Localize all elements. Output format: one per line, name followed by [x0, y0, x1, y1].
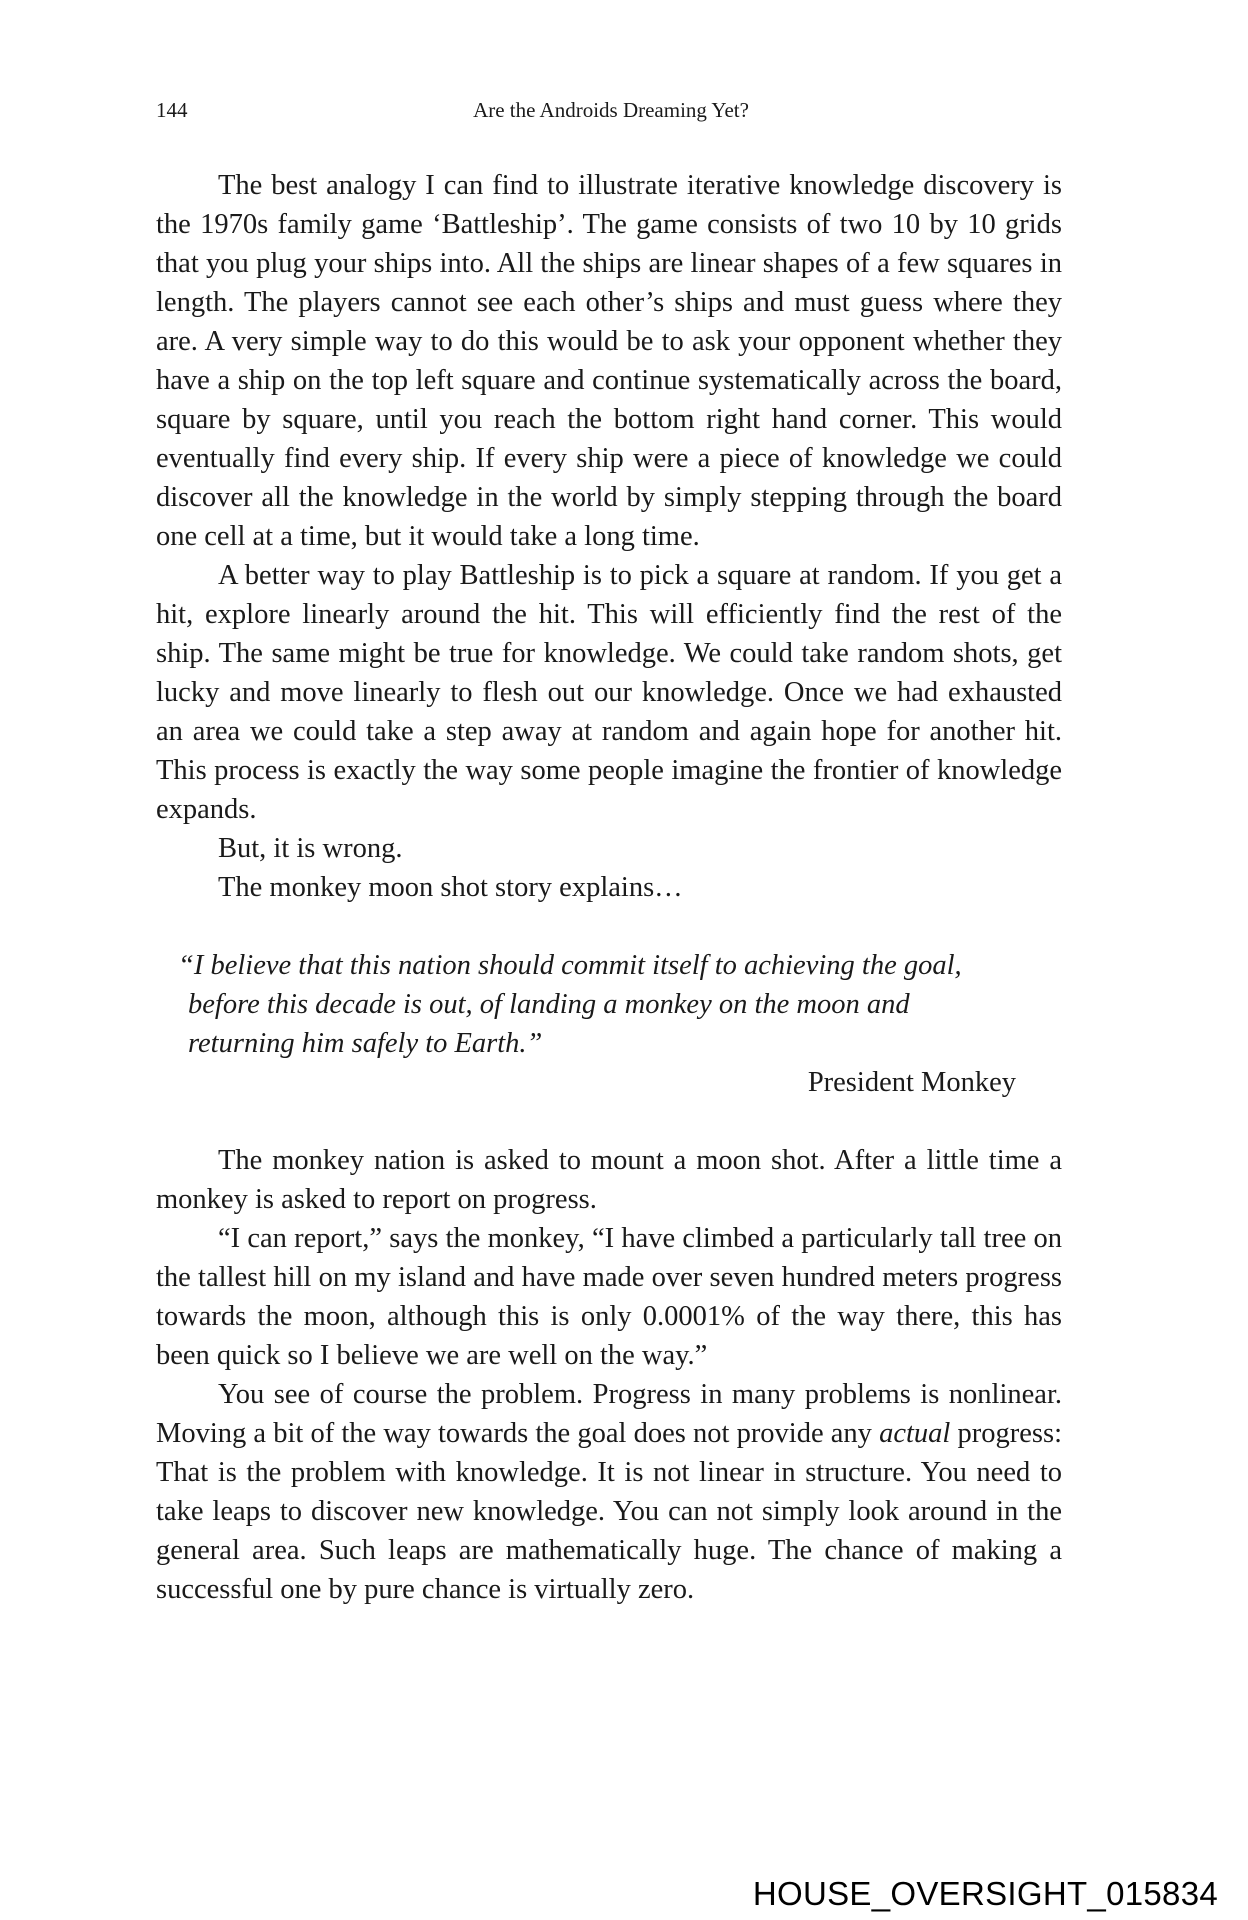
bates-stamp: HOUSE_OVERSIGHT_015834: [752, 1875, 1218, 1912]
paragraph-monkey-nation: The monkey nation is asked to mount a moon shot. After a little time a monkey is asked to report on progress.: [156, 1145, 1062, 1215]
epigraph-line: before this decade is out, of landing a monkey on the moon and: [188, 989, 910, 1020]
running-book-title: Are the Androids Dreaming Yet?: [473, 98, 749, 122]
epigraph-quote-block: [156, 946, 1038, 1063]
paragraph-text: progress: That is the problem with knowledge. It is not linear in structure. You need to take leaps to discover new knowledge. You can not simply look around in the general area. Such leaps are mathematically huge. The chance of making a successful one by pure chance is virtually zero.: [156, 1418, 1063, 1605]
paragraph-better-way: A better way to play Battleship is to pick a square at random. If you get a hit, explore linearly around the hit. This will efficiently find the rest of the ship. The same might be true for knowledge. We could take random shots, get lucky and move linearly to flesh out our knowledge. Once we had exhausted an area we could take a step away at random and again hope for another hit. This process is exactly the way some people imagine the frontier of knowledge expands.: [156, 560, 1062, 825]
section-spacer: [156, 907, 1062, 946]
epigraph-line: “I believe that this nation should commit itself to achieving the goal,: [178, 950, 962, 981]
paragraph-monkey-report: “I can report,” says the monkey, “I have climbed a particularly tall tree on the tallest hill on my island and have made over seven hundred meters progress towards the moon, although this is only 0.0001% of the way there, this has been quick so I believe we are well on the way.”: [156, 1223, 1062, 1371]
running-header: [156, 96, 1062, 124]
section-spacer: [156, 1102, 1062, 1141]
epigraph-line: returning him safely to Earth.”: [188, 1028, 543, 1059]
page-number: 144: [156, 98, 188, 122]
paragraph-text: You see of course the problem. Progress in many problems is nonlinear. Moving a bit of the way towards the goal does not provide any: [156, 1379, 1062, 1449]
paragraph-nonlinear-progress: [156, 1375, 1062, 1609]
paragraph-it-is-wrong: But, it is wrong.: [218, 833, 403, 864]
emphasized-word: actual: [879, 1418, 951, 1449]
epigraph-attribution: President Monkey: [807, 1067, 1016, 1098]
paragraph-story-intro: The monkey moon shot story explains…: [218, 872, 683, 903]
body-text: [156, 166, 1062, 1609]
paragraph-battleship-analogy: The best analogy I can find to illustrate iterative knowledge discovery is the 1970s family game ‘Battleship’. The game consists of two 10 by 10 grids that you plug your ships into. All the ships are linear shapes of a few squares in length. The players cannot see each other’s ships and must guess where they are. A very simple way to do this would be to ask your opponent whether they have a ship on the top left square and continue systematically across the board, square by square, until you reach the bottom right hand corner. This would eventually find every ship. If every ship were a piece of knowledge we could discover all the knowledge in the world by simply stepping through the board one cell at a time, but it would take a long time.: [156, 170, 1062, 552]
